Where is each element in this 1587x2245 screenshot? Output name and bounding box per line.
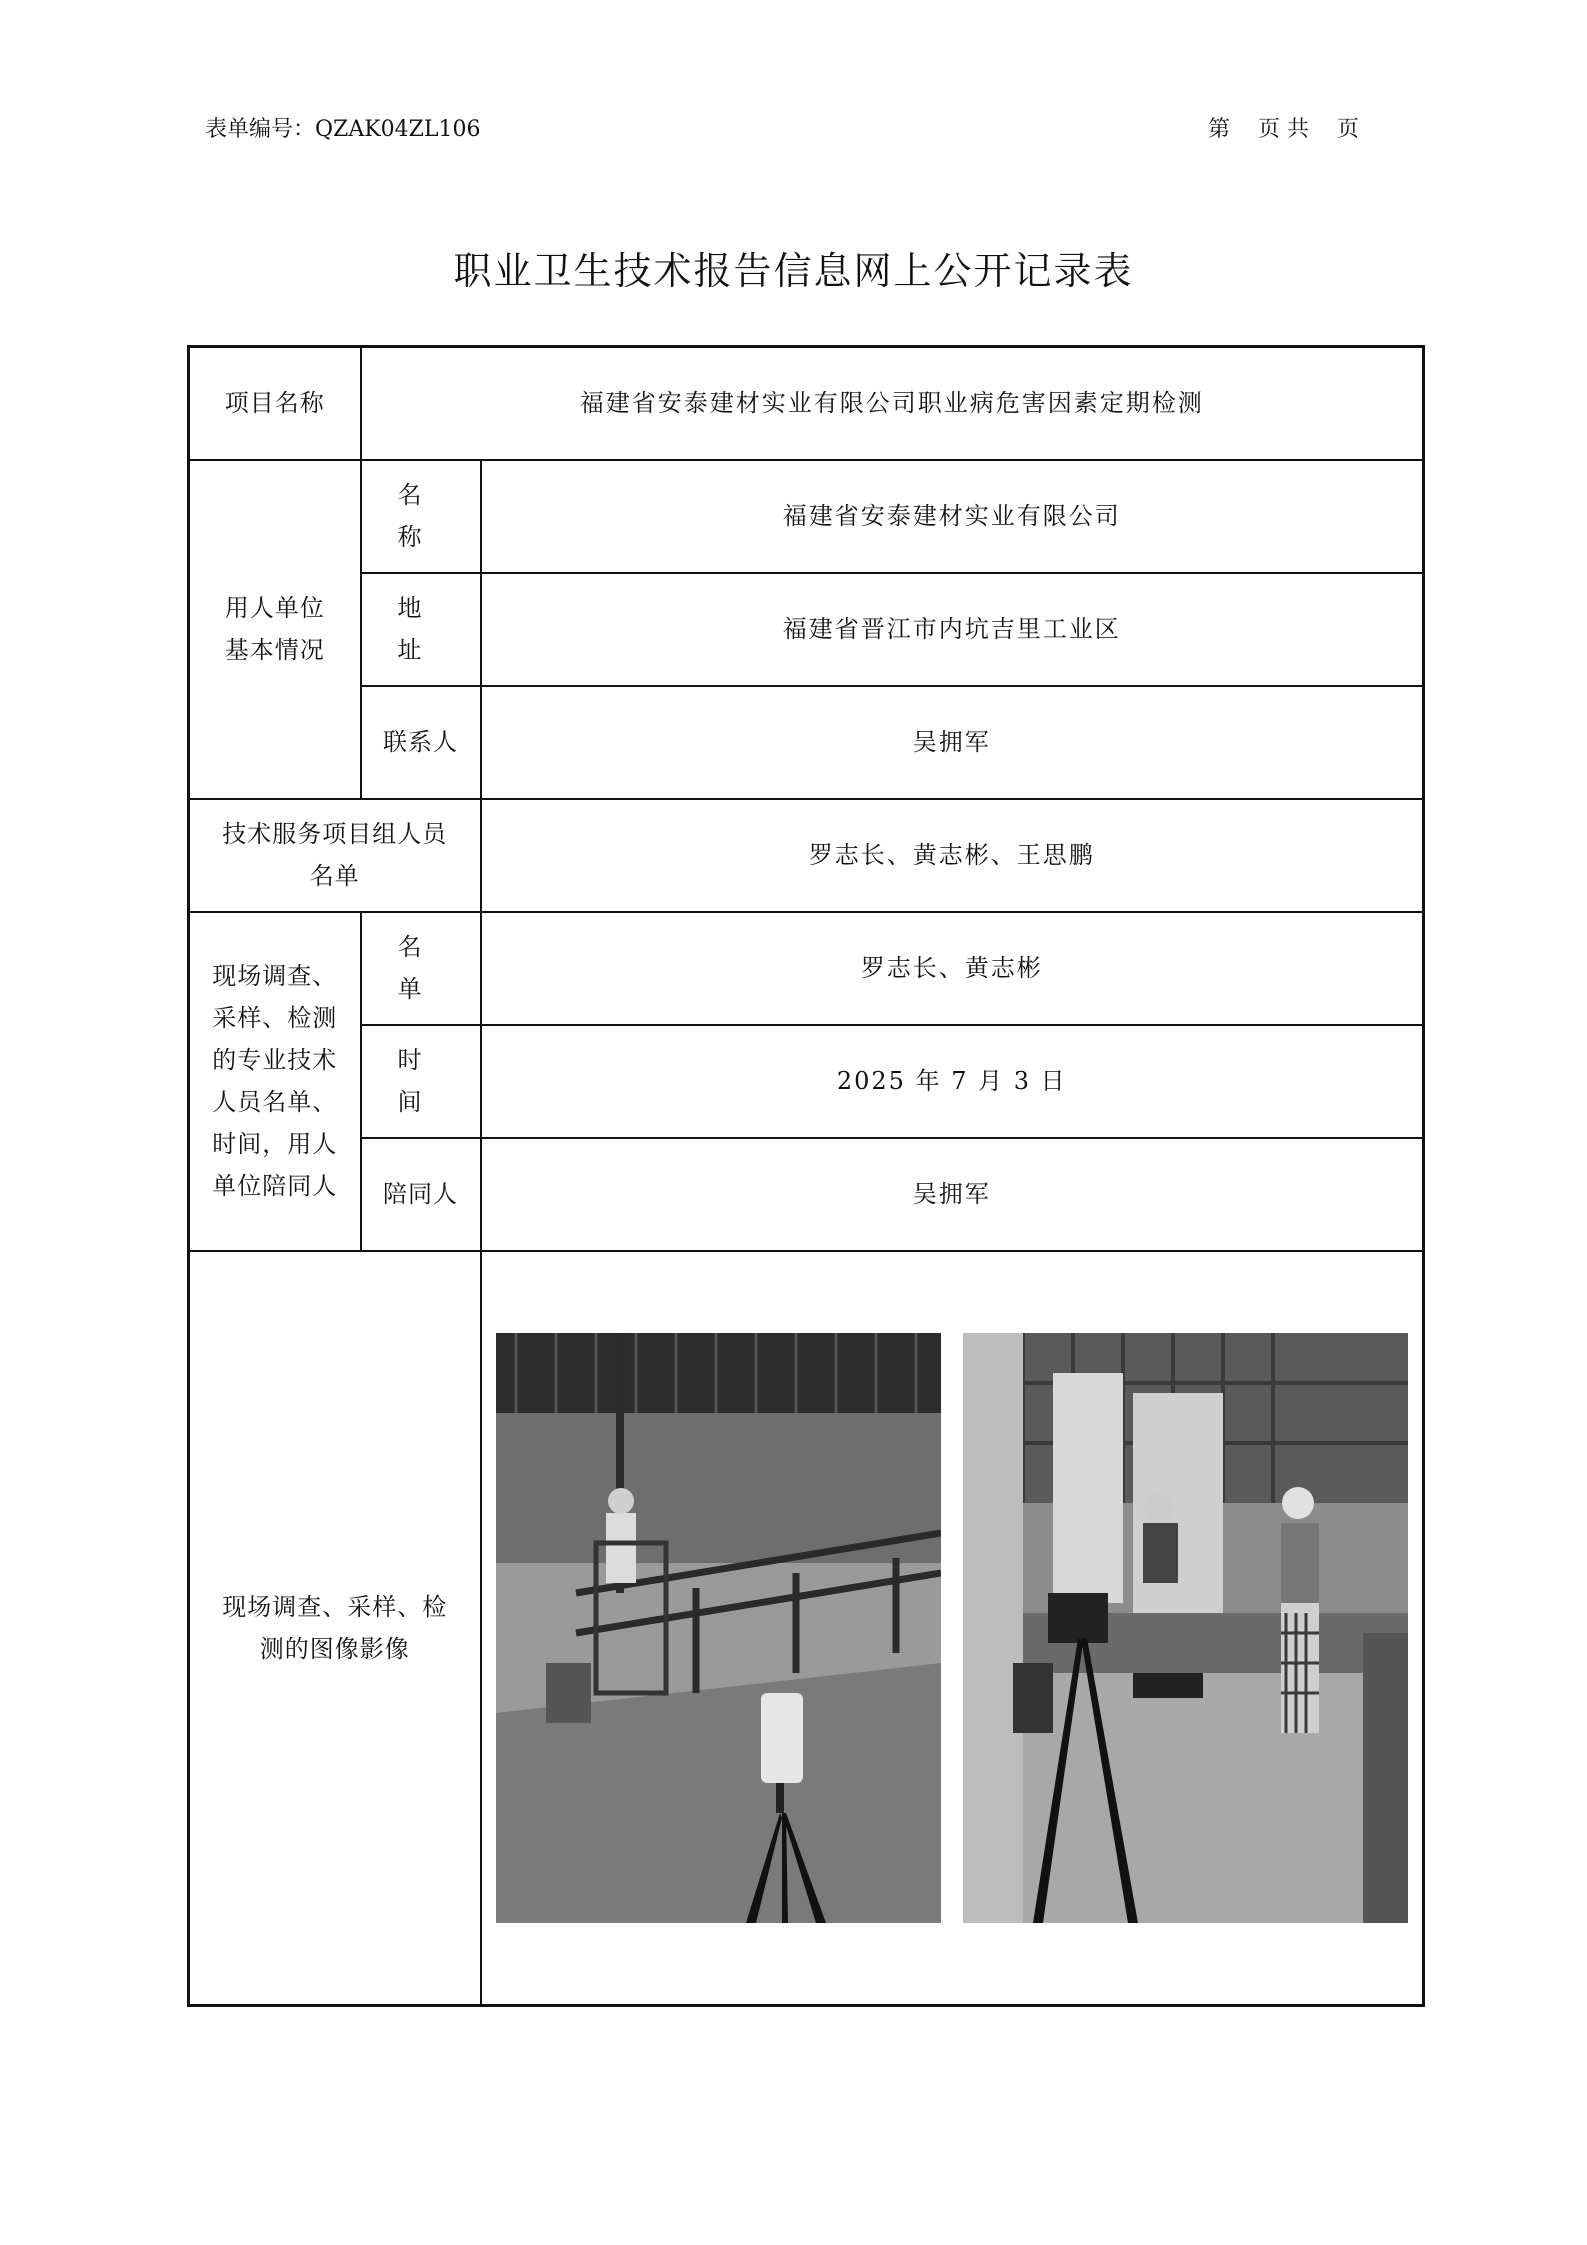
survey-list-label: 名 单 [361,912,481,1025]
photo-group [492,1333,1413,1923]
row-team [189,799,1424,912]
team-label-line2: 名单 [309,862,360,890]
survey-list-value: 罗志长、黄志彬 [481,912,1424,1025]
survey-label-line: 单位陪同人 [212,1172,338,1200]
record-table [187,345,1425,2007]
row-employer-name [189,460,1424,573]
employer-name-label: 名 称 [361,460,481,573]
images-label-line1: 现场调查、采样、检 [222,1592,448,1621]
row-images [189,1251,1424,2006]
survey-label-line: 时间，用人 [212,1130,338,1158]
form-number: 表单编号：QZAK04ZL106 [205,117,481,142]
images-label [189,1251,481,2006]
site-photo-2 [963,1333,1408,1923]
row-employer-contact [189,686,1424,799]
survey-escort-label: 陪同人 [361,1138,481,1251]
team-value: 罗志长、黄志彬、王思鹏 [481,799,1424,912]
row-survey-time [189,1025,1424,1138]
employer-contact-label: 联系人 [361,686,481,799]
employer-contact-value: 吴拥军 [481,686,1424,799]
employer-label-line2: 基本情况 [224,636,325,664]
survey-time-value: 2025 年 7 月 3 日 [481,1025,1424,1138]
site-photo-1 [496,1333,941,1923]
employer-name-value: 福建省安泰建材实业有限公司 [481,460,1424,573]
images-cell [481,1251,1424,2006]
page-info: 第 页 共 页 [1208,117,1359,142]
row-survey-list [189,912,1424,1025]
employer-address-label: 地 址 [361,573,481,686]
team-label-line1: 技术服务项目组人员 [222,820,448,848]
project-name-value: 福建省安泰建材实业有限公司职业病危害因素定期检测 [361,347,1424,460]
survey-label-line: 现场调查、 [212,962,338,990]
survey-label-line: 采样、检测 [212,1004,338,1032]
site-photo-2-image [963,1333,1408,1923]
project-name-label: 项目名称 [189,347,361,460]
survey-label [189,912,361,1251]
survey-escort-value: 吴拥军 [481,1138,1424,1251]
images-label-line2: 测的图像影像 [259,1634,410,1663]
survey-label-line: 的专业技术 [212,1046,338,1074]
survey-time-label: 时 间 [361,1025,481,1138]
employer-address-value: 福建省晋江市内坑吉里工业区 [481,573,1424,686]
page-header [205,112,1359,148]
employer-info-label [189,460,361,799]
employer-label-line1: 用人单位 [224,594,325,622]
document-title: 职业卫生技术报告信息网上公开记录表 [453,249,1134,293]
row-project [189,347,1424,460]
row-employer-address [189,573,1424,686]
survey-label-line: 人员名单、 [212,1088,338,1116]
team-label [189,799,481,912]
row-survey-escort [189,1138,1424,1251]
site-photo-1-image [496,1333,941,1923]
